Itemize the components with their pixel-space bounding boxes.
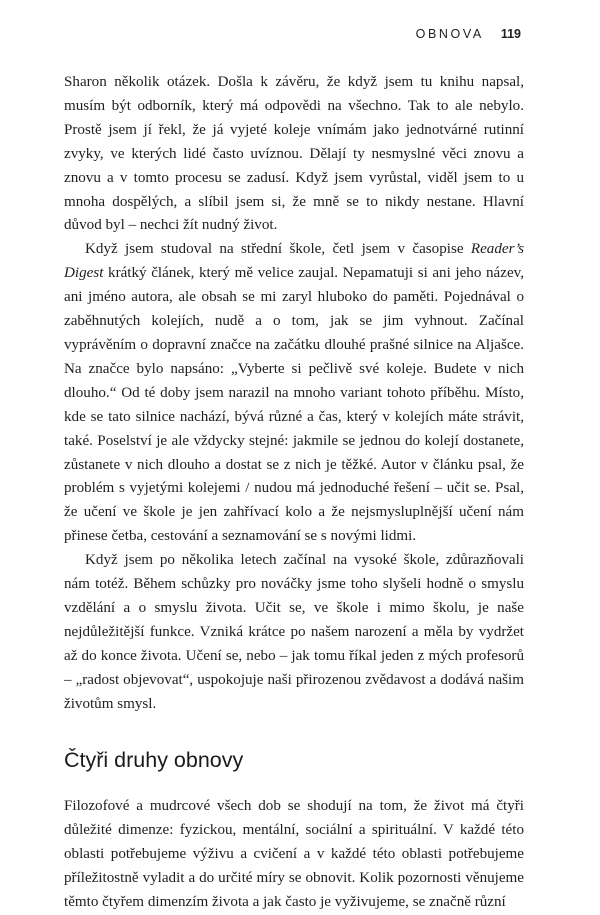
paragraph-3: Když jsem po několika letech začínal na vysoké škole, zdůrazňovali nám totéž. Během schůzky pro nováčky jsme toho slyšeli hodně o smyslu vzdělání a o smyslu života. Učit se, ve škole i mimo školu, je naše nejdůležitější funkce. Vzniká krátce po našem narození a měla by vydržet až do konce života. Učení se, nebo – jak tomu říkal jeden z mých profesorů – „radost objevovat“, uspokojuje naši přirozenou zvědavost a dodává našim životům smysl. bbox=[64, 552, 524, 712]
section-heading: Čtyři druhy obnovy bbox=[64, 748, 244, 773]
chapter-title: OBNOVA bbox=[415, 27, 484, 41]
paragraph-2-rest: krátký článek, který mě velice zaujal. Nepamatuji si ani jeho název, ani jméno autora, ale obsah se mi zaryl hluboko do paměti. Pojednával o zaběhnutých kolejích, nudě a o tom, jak se jim vyhnout. Začínal vyprávěním o dopravní značce na začátku dlouhé prašné silnice na Aljašce. Na značce bylo napsáno: „Vyberte si pečlivě své koleje. Budete v nich dlouho.“ Od té doby jsem narazil na mnoho variant tohoto příběhu. Místo, kde se tato silnice nachází, bývá různé a čas, který v kolejích máte strávit, také. Poselství je ale vždycky stejné: jakmile se jednou do kolejí dostanete, zůstanete v nich dlouho a dostat se z nich je těžké. Autor v článku psal, že problém s vyjetými kolejemi / nudou má jednoduché řešení – učit se. Psal, že učení ve škole je jen zahřívací kolo a že nejsmysluplnější učení nám přinese četba, cestování a seznamování se s novými lidmi. bbox=[64, 265, 524, 545]
page-number: 119 bbox=[500, 27, 521, 41]
paragraph-2-start: Když jsem studoval na střední škole, četl jsem v časopise bbox=[85, 241, 471, 258]
magazine-title: Reader’s Digest bbox=[64, 241, 524, 282]
running-head bbox=[416, 27, 521, 41]
paragraph-2 bbox=[64, 238, 524, 549]
section-paragraph: Filozofové a mudrcové všech dob se shodují na tom, že život má čtyři důležité dimenze: fyzickou, mentální, sociální a spirituální. V každé této oblasti potřebujeme výživu a cvičení a v každé této oblasti potřebujeme příležitostně vyladit a do určité míry se obnovit. Kolik pozornosti věnujeme těmto čtyřem dimenzím života a jak často je vyživujeme, se značně různí bbox=[64, 798, 524, 911]
body-text bbox=[64, 71, 524, 915]
paragraph-1: Sharon několik otázek. Došla k závěru, že když jsem tu knihu napsal, musím být odborník, který má odpovědi na všechno. Tak to ale nebylo. Prostě jsem jí řekl, že já vyjeté koleje vnímám jako jednotvárné rutinní zvyky, ve kterých lidé často uvíznou. Dělají ty nesmyslné věci znovu a znovu a v tomto procesu se zadusí. Když jsem vyrůstal, viděl jsem to u mnoha dospělých, a slíbil jsem si, že mně se to nikdy nestane. Hlavní důvod byl – nechci žít nudný život. bbox=[64, 74, 524, 234]
